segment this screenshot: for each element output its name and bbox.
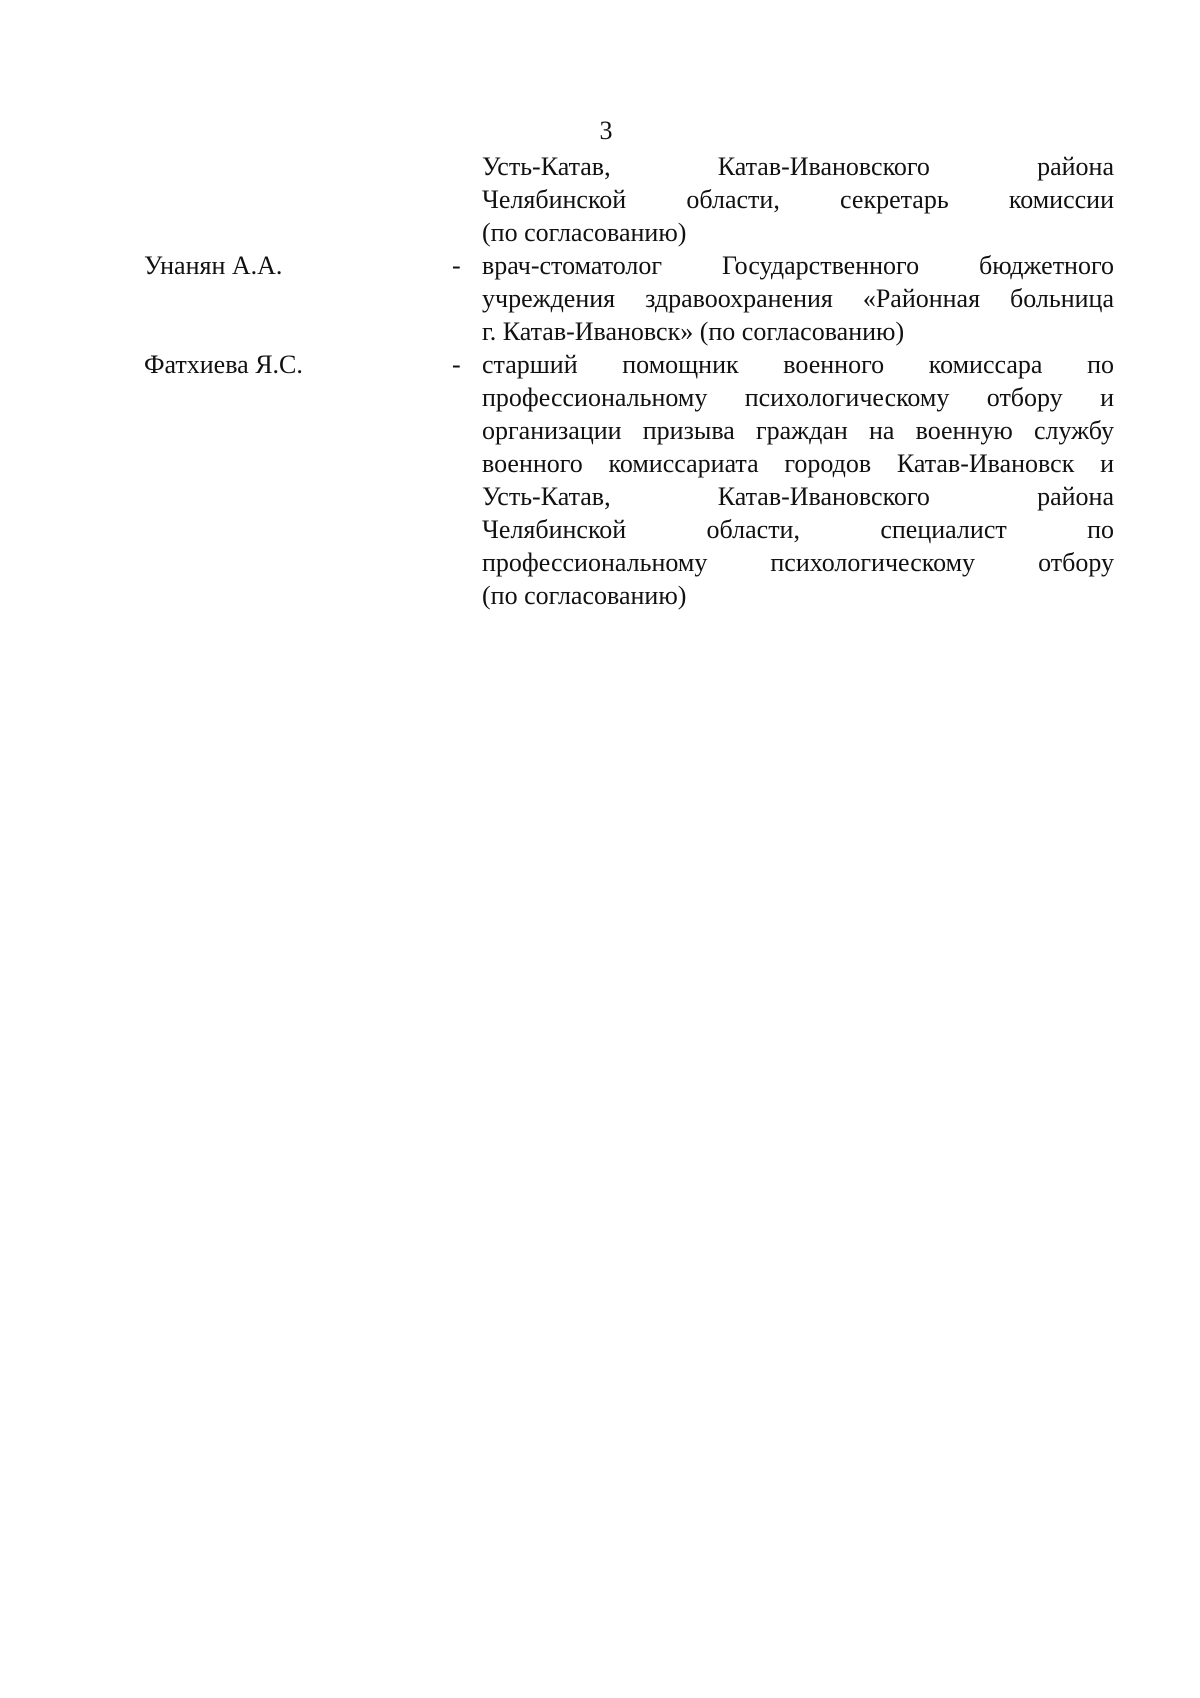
member-description (482, 150, 1114, 249)
description-line: Челябинской области, секретарь комиссии (482, 185, 1114, 214)
description-line: организации призыва граждан на военную службу (482, 416, 1114, 445)
member-dash: - (452, 251, 461, 280)
member-entry-continued (0, 150, 1200, 249)
member-entry-fatkhieva (0, 348, 1200, 612)
member-entry-unanyan (0, 249, 1200, 348)
commission-member-list (0, 150, 1200, 612)
member-name: Унанян А.А. (144, 251, 283, 280)
description-line: профессиональному психологическому отбору (482, 548, 1114, 577)
description-line: профессиональному психологическому отбору и (482, 383, 1114, 412)
member-name: Фатхиева Я.С. (144, 350, 303, 379)
description-line: учреждения здравоохранения «Районная больница (482, 284, 1114, 313)
page-number: 3 (599, 116, 613, 145)
member-description (482, 249, 1114, 348)
description-line: (по согласованию) (482, 218, 687, 247)
member-dash: - (452, 350, 461, 379)
description-line: старший помощник военного комиссара по (482, 350, 1114, 379)
member-description (482, 348, 1114, 612)
description-line: Челябинской области, специалист по (482, 515, 1114, 544)
description-line: (по согласованию) (482, 581, 687, 610)
description-line: г. Катав-Ивановск» (по согласованию) (482, 317, 905, 346)
description-line: Усть-Катав, Катав-Ивановского района (482, 482, 1114, 511)
description-line: Усть-Катав, Катав-Ивановского района (482, 152, 1114, 181)
description-line: врач-стоматолог Государственного бюджетного (482, 251, 1114, 280)
description-line: военного комиссариата городов Катав-Ивановск и (482, 449, 1114, 478)
